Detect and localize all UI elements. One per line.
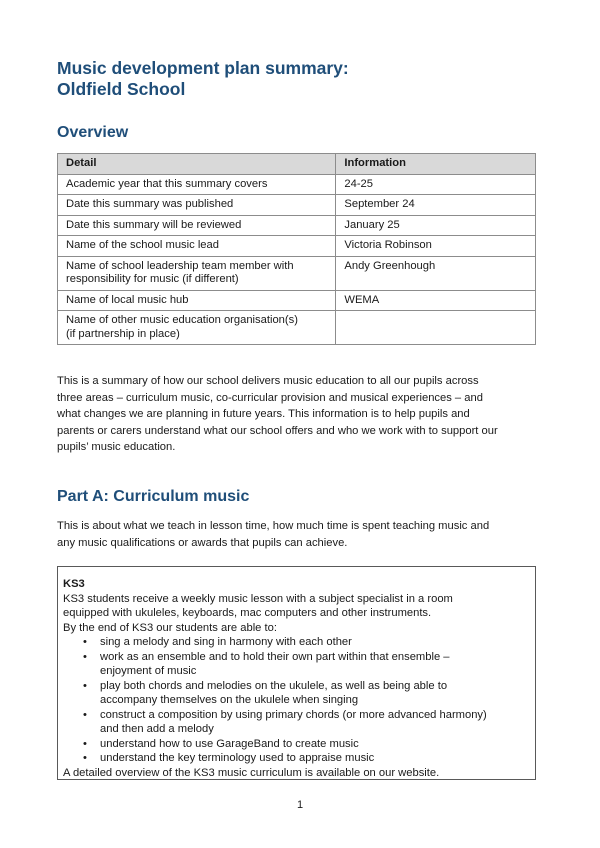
list-item <box>63 635 531 650</box>
table-cell-info <box>336 311 536 345</box>
table-header-information: Information <box>336 154 536 175</box>
list-item-line: enjoyment of music <box>100 665 197 677</box>
paragraph-line: pupils’ music education. <box>57 441 176 453</box>
bullet-icon: • <box>83 650 87 663</box>
list-item-line: understand how to use GarageBand to create music <box>100 737 359 750</box>
overview-table <box>57 153 536 345</box>
ks3-bullet-list <box>63 635 531 766</box>
table-cell-detail <box>58 256 336 290</box>
document-title <box>57 58 537 100</box>
table-cell-detail: Name of local music hub <box>58 290 336 311</box>
part-a-heading: Part A: Curriculum music <box>57 488 250 505</box>
table-cell-detail: Name of the school music lead <box>58 236 336 257</box>
ks3-box <box>57 566 536 780</box>
paragraph-line: parents or carers understand what our school offers and who we work with to support our <box>57 424 498 437</box>
table-cell-detail: Academic year that this summary covers <box>58 174 336 195</box>
bullet-icon: • <box>83 708 87 721</box>
table-row <box>58 236 536 257</box>
table-row <box>58 174 536 195</box>
table-row <box>58 195 536 216</box>
table-cell-info: WEMA <box>336 290 536 311</box>
part-a-intro-paragraph <box>57 518 542 551</box>
list-item <box>63 708 531 737</box>
paragraph-line: This is a summary of how our school delivers music education to all our pupils across <box>57 375 479 387</box>
table-cell-info: September 24 <box>336 195 536 216</box>
table-cell-detail <box>58 311 336 345</box>
paragraph-line: what changes we are planning in future years. This information is to help pupils and <box>57 408 470 420</box>
intro-paragraph <box>57 373 542 456</box>
bullet-icon: • <box>83 737 87 750</box>
table-cell-detail-line: (if partnership in place) <box>66 327 180 340</box>
table-cell-detail-line: Name of school leadership team member with <box>66 259 294 272</box>
list-item-line: work as an ensemble and to hold their own part within that ensemble – <box>100 650 450 663</box>
bullet-icon: • <box>83 752 87 764</box>
bullet-icon: • <box>83 679 87 692</box>
list-item-line: construct a composition by using primary chords (or more advanced harmony) <box>100 708 487 721</box>
table-cell-info: 24-25 <box>336 174 536 195</box>
table-cell-detail-line: Name of other music education organisation(s) <box>66 314 298 326</box>
table-cell-info: January 25 <box>336 215 536 236</box>
bullet-icon: • <box>83 636 87 648</box>
list-item <box>63 650 531 679</box>
list-item-line: play both chords and melodies on the ukulele, as well as being able to <box>100 679 448 692</box>
paragraph-line: any music qualifications or awards that pupils can achieve. <box>57 536 348 549</box>
table-header-detail: Detail <box>58 154 336 175</box>
table-row <box>58 311 536 345</box>
page-number: 1 <box>296 799 304 811</box>
table-cell-info: Andy Greenhough <box>336 256 536 290</box>
table-cell-info: Victoria Robinson <box>336 236 536 257</box>
list-item <box>63 679 531 708</box>
title-line-2: Oldfield School <box>57 79 186 99</box>
list-item-line: and then add a melody <box>100 723 214 735</box>
table-row <box>58 215 536 236</box>
table-row <box>58 256 536 290</box>
table-header-row <box>58 154 536 175</box>
list-item <box>63 737 531 752</box>
list-item-line: accompany themselves on the ukulele when singing <box>100 694 359 706</box>
overview-heading: Overview <box>57 124 129 141</box>
table-cell-detail: Date this summary will be reviewed <box>58 215 336 236</box>
title-line-1: Music development plan summary: <box>57 58 349 78</box>
list-item <box>63 751 531 766</box>
ks3-text-line: KS3 students receive a weekly music lesson with a subject specialist in a room <box>63 592 453 605</box>
ks3-footer-text: A detailed overview of the KS3 music curriculum is available on our website. <box>63 766 440 779</box>
ks3-text-line: equipped with ukuleles, keyboards, mac computers and other instruments. <box>63 607 432 619</box>
table-cell-detail-line: responsibility for music (if different) <box>66 273 239 285</box>
paragraph-line: three areas – curriculum music, co-curricular provision and musical experiences – and <box>57 391 483 404</box>
ks3-heading: KS3 <box>63 578 85 590</box>
list-item-line: sing a melody and sing in harmony with each other <box>100 636 352 648</box>
list-item-line: understand the key terminology used to appraise music <box>100 752 375 764</box>
table-row <box>58 290 536 311</box>
table-cell-detail: Date this summary was published <box>58 195 336 216</box>
ks3-text-line: By the end of KS3 our students are able to: <box>63 621 277 634</box>
paragraph-line: This is about what we teach in lesson time, how much time is spent teaching music and <box>57 520 490 532</box>
